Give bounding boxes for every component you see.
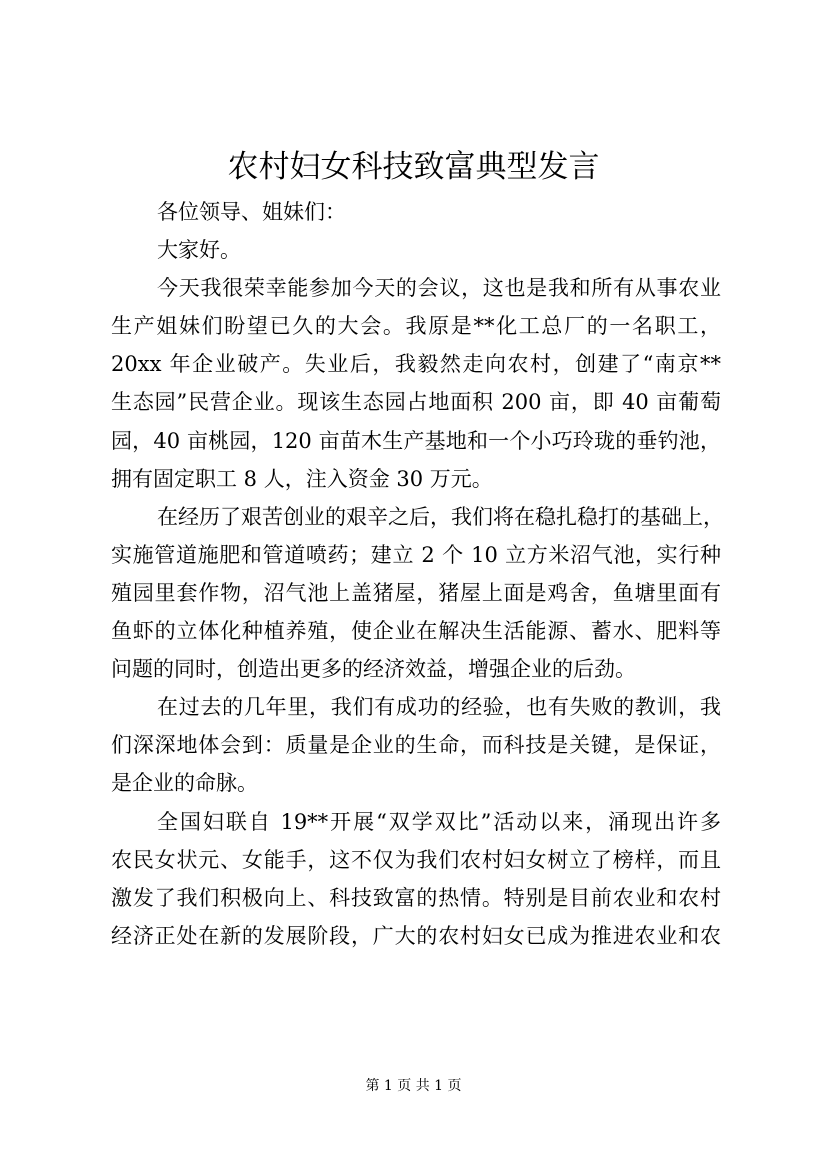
paragraph-3-line-1: 在过去的几年里，我们有成功的经验，也有失败的教训，我 — [157, 695, 721, 720]
document-body — [111, 193, 724, 955]
paragraph-3-line-2: 们深深地体会到：质量是企业的生命，而科技是关键，是保证， — [111, 733, 721, 758]
paragraph-2-line-3: 殖园里套作物，沼气池上盖猪屋，猪屋上面是鸡舍，鱼塘里面有 — [111, 580, 721, 605]
paragraph-4-line-1: 全国妇联自 19**开展“双学双比”活动以来，涌现出许多 — [157, 809, 721, 834]
paragraph-2-line-4: 鱼虾的立体化种植养殖，使企业在解决生活能源、蓄水、肥料等 — [111, 619, 721, 644]
salutation-line: 各位领导、姐妹们： — [157, 200, 346, 224]
greeting-line: 大家好。 — [157, 238, 241, 263]
document-title: 农村妇女科技致富典型发言 — [227, 149, 600, 185]
paragraph-2-line-5: 问题的同时，创造出更多的经济效益，增强企业的后劲。 — [111, 657, 636, 682]
paragraph-1-line-1: 今天我很荣幸能参加今天的会议，这也是我和所有从事农业 — [157, 276, 721, 301]
paragraph-2-line-2: 实施管道施肥和管道喷药；建立 2 个 10 立方米沼气池，实行种 — [111, 542, 721, 567]
paragraph-1-line-4: 生态园”民营企业。现该生态园占地面积 200 亩，即 40 亩葡萄 — [111, 390, 721, 415]
paragraph-4-line-3: 激发了我们积极向上、科技致富的热情。特别是目前农业和农村 — [111, 885, 721, 910]
page-number-footer: 第 1 页 共 1 页 — [365, 1078, 462, 1094]
paragraph-1-line-2: 生产姐妹们盼望已久的大会。我原是**化工总厂的一名职工， — [111, 314, 721, 339]
paragraph-2-line-1: 在经历了艰苦创业的艰辛之后，我们将在稳扎稳打的基础上， — [157, 504, 724, 529]
paragraph-4-line-2: 农民女状元、女能手，这不仅为我们农村妇女树立了榜样，而且 — [111, 847, 721, 872]
paragraph-4-line-4: 经济正处在新的发展阶段，广大的农村妇女已成为推进农业和农 — [111, 923, 721, 948]
paragraph-1-line-6: 拥有固定职工 8 人，注入资金 30 万元。 — [111, 466, 493, 491]
paragraph-3-line-3: 是企业的命脉。 — [111, 771, 258, 796]
paragraph-1-line-5: 园，40 亩桃园，120 亩苗木生产基地和一个小巧玲珑的垂钓池， — [111, 428, 721, 453]
paragraph-1-line-3: 20xx 年企业破产。失业后，我毅然走向农村，创建了“南京** — [111, 352, 721, 377]
